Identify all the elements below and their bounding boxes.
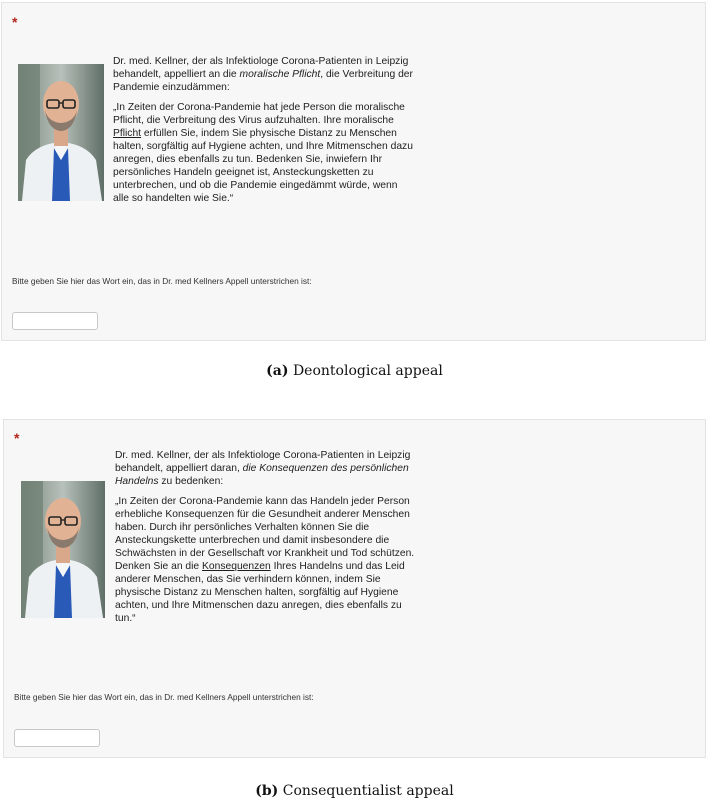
quote-paragraph xyxy=(115,495,415,625)
intro-text: Dr. med. Kellner, der als Infektiologe Corona-Patienten in Leipzig behandelt, appelliert daran, xyxy=(115,450,411,474)
intro-text-end: , die Verbreitung der Pandemie einzudämmen: xyxy=(113,69,413,93)
answer-input[interactable] xyxy=(14,729,100,747)
caption-label: (a) xyxy=(266,363,289,379)
survey-item-consequentialist xyxy=(3,419,706,758)
survey-item-deontological xyxy=(1,2,706,341)
required-asterisk: * xyxy=(12,14,18,30)
question-prompt: Bitte geben Sie hier das Wort ein, das in Dr. med Kellners Appell unterstrichen ist: xyxy=(12,276,312,286)
caption-text: Consequentialist appeal xyxy=(282,783,454,799)
caption-text: Deontological appeal xyxy=(292,363,443,379)
doctor-portrait-icon xyxy=(21,481,105,618)
required-asterisk: * xyxy=(14,430,20,446)
intro-text: Dr. med. Kellner, der als Infektiologe Corona-Patienten in Leipzig behandelt, appelliert an die xyxy=(113,56,409,80)
question-prompt: Bitte geben Sie hier das Wort ein, das in Dr. med Kellners Appell unterstrichen ist: xyxy=(14,692,314,702)
intro-paragraph xyxy=(113,55,413,94)
intro-paragraph xyxy=(115,449,415,488)
appeal-text xyxy=(113,55,413,212)
intro-emphasis: moralische Pflicht xyxy=(239,69,321,80)
intro-text-end: zu bedenken: xyxy=(158,476,224,487)
doctor-photo xyxy=(21,481,105,618)
figure-caption-a xyxy=(0,363,709,379)
intro-emphasis: die Konsequenzen des persönlichen Handelns xyxy=(115,463,409,487)
underlined-word: Konsequenzen xyxy=(202,561,271,572)
doctor-photo xyxy=(18,64,104,201)
quote-text: „In Zeiten der Corona-Pandemie hat jede Person die moralische Pflicht, die Verbreitung des Virus aufzuhalten. Ihre moralische xyxy=(113,102,405,126)
quote-text-end: Ihres Handelns und das Leid anderer Menschen, das Sie verhindern können, indem Sie physische Distanz zu Menschen halten, sorgfältig auf Hygiene achten, und Ihre Mitmenschen dazu anregen, dies ebenfalls zu tun.“ xyxy=(115,561,405,624)
appeal-text xyxy=(115,449,415,632)
caption-label: (b) xyxy=(255,783,279,799)
doctor-portrait-icon xyxy=(18,64,104,201)
quote-text: „In Zeiten der Corona-Pandemie kann das Handeln jeder Person erhebliche Konsequenzen für die Gesundheit anderer Menschen haben. Durch ihr persönliches Verhalten können Sie die Ansteckungskette unterbrechen und damit insbesondere die Schwächsten in der Gesellschaft vor Krankheit und Tod schützen. Denken Sie an die xyxy=(115,496,415,572)
quote-text-end: erfüllen Sie, indem Sie physische Distanz zu Menschen halten, sorgfältig auf Hygiene achten, und Ihre Mitmenschen dazu anregen, dies ebenfalls zu tun. Bedenken Sie, inwiefern Ihr persönliches Handeln geeignet ist, Ansteckungsketten zu unterbrechen, und ob die Pandemie eingedämmt würde, wenn alle so handelten wie Sie.“ xyxy=(113,128,413,204)
figure-caption-b xyxy=(0,783,709,799)
underlined-word: Pflicht xyxy=(113,128,142,139)
quote-paragraph xyxy=(113,101,413,205)
answer-input[interactable] xyxy=(12,312,98,330)
